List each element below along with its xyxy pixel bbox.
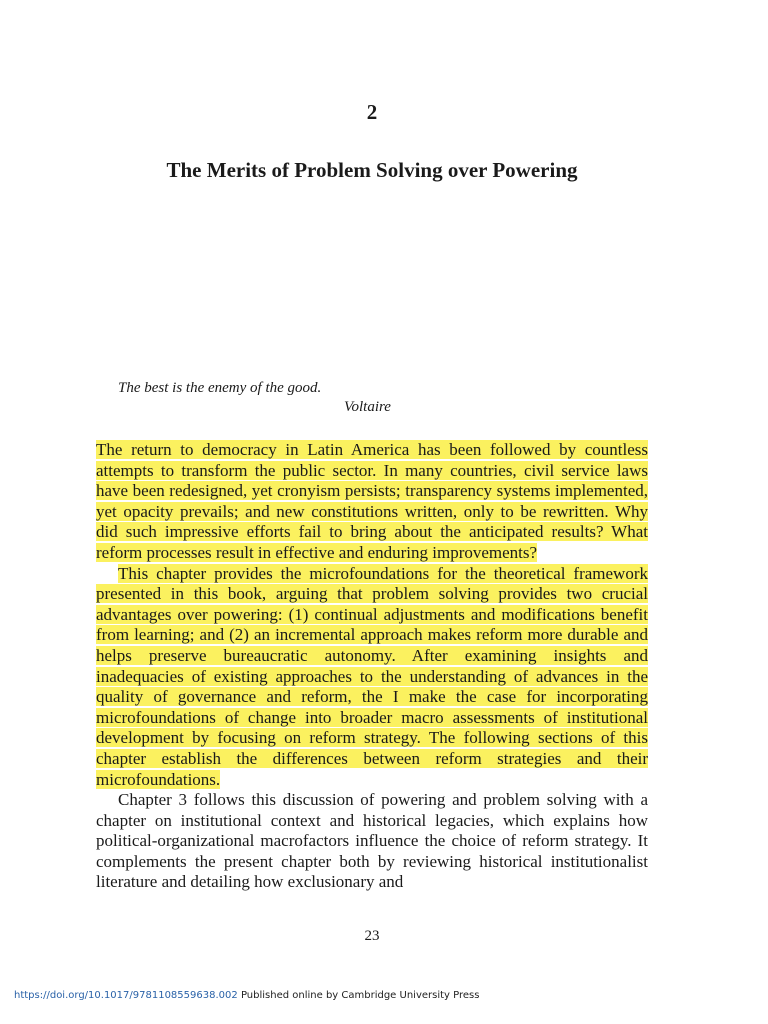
paragraph-2 (96, 564, 648, 791)
paragraph-1 (96, 440, 648, 564)
page-number: 23 (364, 928, 380, 944)
published-note: Published online by Cambridge University Press (240, 990, 480, 1001)
epigraph-author: Voltaire (344, 399, 391, 415)
footer (14, 990, 479, 1001)
doi-link[interactable]: https://doi.org/10.1017/9781108559638.002 (14, 990, 238, 1001)
chapter-number: 2 (366, 100, 378, 124)
paragraph-text: Chapter 3 follows this discussion of powering and problem solving with a chapter on institutional context and historical legacies, which explains how political-organizational macrofactors influence the choice of reform strategy. It complements the present chapter both by reviewing historical institutionalist literature and detailing how exclusionary and (96, 790, 648, 892)
paragraph-3 (96, 790, 648, 893)
body-text (96, 440, 648, 893)
highlighted-text[interactable]: The return to democracy in Latin America has been followed by countless attempts to transform the public sector. In many countries, civil service laws have been redesigned, yet cronyism persists; transparency systems implemented, yet opacity prevails; and new constitutions written, only to be rewritten. Why did such impressive efforts fail to bring about the anticipated results? What reform processes result in effective and enduring improvements? (96, 440, 648, 562)
chapter-title: The Merits of Problem Solving over Powering (166, 158, 578, 182)
highlighted-text[interactable]: This chapter provides the microfoundations for the theoretical framework presented in this book, arguing that problem solving provides two crucial advantages over powering: (1) continual adjustments and modifications benefit from learning; and (2) an incremental approach makes reform more durable and helps preserve bureaucratic autonomy. After examining insights and inadequacies of existing approaches to the understanding of advances in the quality of governance and reform, the I make the case for incorporating microfoundations of change into broader macro assessments of institutional development by focusing on reform strategy. The following sections of this chapter establish the differences between reform strategies and their microfoundations. (96, 563, 648, 789)
epigraph-quote: The best is the enemy of the good. (118, 380, 322, 396)
